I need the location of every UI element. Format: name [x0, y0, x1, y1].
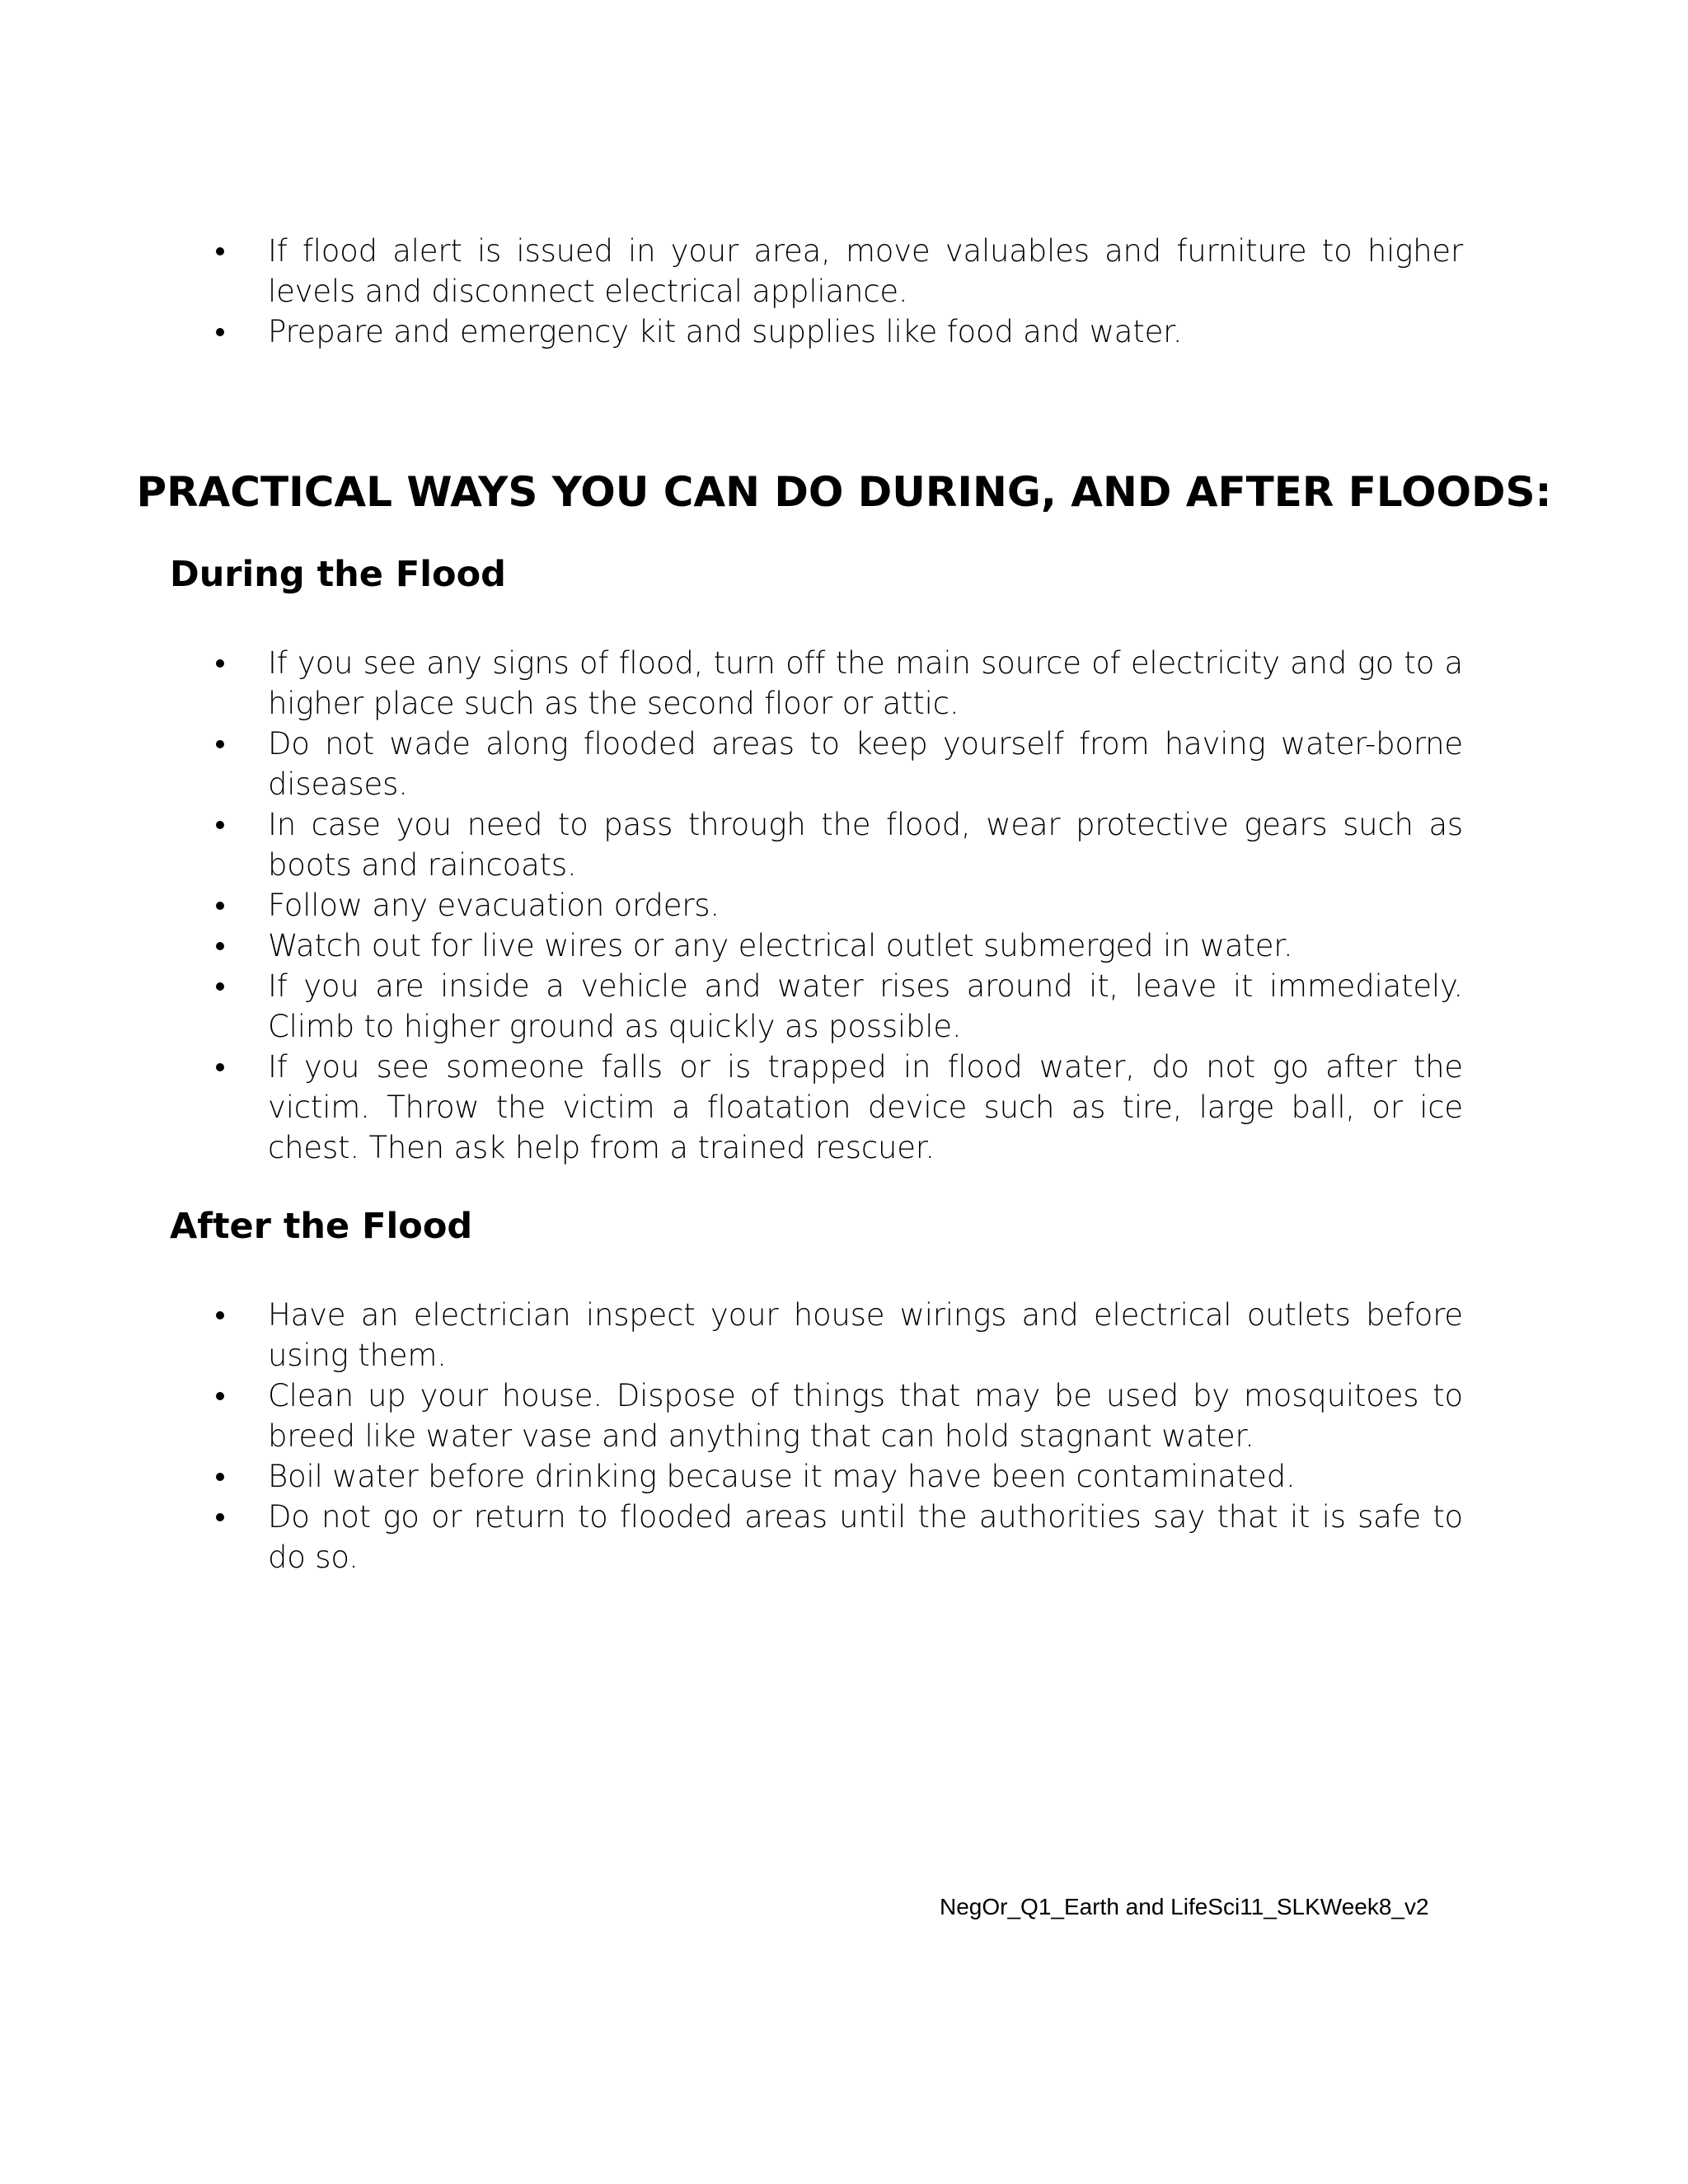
bullet-icon	[216, 1311, 224, 1319]
list-item	[0, 804, 1463, 885]
list-item	[0, 231, 1463, 312]
list-item	[0, 312, 1463, 352]
list-item-text: In case you need to pass through the flood, wear protective gears such as boots and raincoats.	[268, 807, 1463, 883]
intro-bullet-list	[0, 231, 1688, 352]
bullet-icon	[216, 982, 224, 991]
list-item	[0, 1295, 1463, 1376]
list-item-text: If flood alert is issued in your area, move valuables and furniture to higher levels and disconnect electrical appliance.	[268, 233, 1463, 309]
list-item-text: If you are inside a vehicle and water rises around it, leave it immediately. Climb to higher ground as quickly as possible.	[268, 968, 1463, 1044]
list-item	[0, 1497, 1463, 1577]
list-item	[0, 966, 1463, 1047]
during-flood-heading: During the Flood	[170, 554, 506, 595]
list-item-text: Do not go or return to flooded areas until the authorities say that it is safe to do so.	[268, 1499, 1463, 1575]
page-footer: NegOr_Q1_Earth and LifeSci11_SLKWeek8_v2	[940, 1894, 1429, 1919]
list-item-text: If you see someone falls or is trapped in flood water, do not go after the victim. Throw the victim a floatation device such as tire, large ball, or ice chest. Then ask help from a trained rescuer.	[268, 1049, 1463, 1165]
list-item	[0, 885, 1463, 926]
list-item-text: Follow any evacuation orders.	[268, 888, 720, 923]
bullet-icon	[216, 942, 224, 950]
bullet-icon	[216, 821, 224, 829]
after-flood-heading: After the Flood	[170, 1206, 473, 1247]
list-item-text: Prepare and emergency kit and supplies like food and water.	[268, 314, 1183, 349]
bullet-icon	[216, 1392, 224, 1400]
bullet-icon	[216, 1473, 224, 1481]
list-item-text: Watch out for live wires or any electrical outlet submerged in water.	[268, 928, 1293, 963]
bullet-icon	[216, 740, 224, 748]
bullet-icon	[216, 328, 224, 336]
bullet-icon	[216, 902, 224, 910]
list-item	[0, 1047, 1463, 1168]
list-item-text: Clean up your house. Dispose of things that may be used by mosquitoes to breed like water vase and anything that can hold stagnant water.	[268, 1378, 1463, 1454]
list-item	[0, 643, 1463, 724]
bullet-icon	[216, 247, 224, 255]
list-item-text: Do not wade along flooded areas to keep yourself from having water-borne diseases.	[268, 726, 1463, 802]
list-item	[0, 1456, 1463, 1497]
bullet-icon	[216, 1063, 224, 1071]
after-flood-bullet-list	[0, 1295, 1688, 1577]
during-flood-bullet-list	[0, 643, 1688, 1168]
list-item	[0, 926, 1463, 966]
list-item	[0, 724, 1463, 804]
main-heading: PRACTICAL WAYS YOU CAN DO DURING, AND AFTER FLOODS:	[136, 468, 1552, 516]
bullet-icon	[216, 659, 224, 668]
list-item-text: Have an electrician inspect your house wirings and electrical outlets before using them.	[268, 1297, 1463, 1373]
bullet-icon	[216, 1513, 224, 1521]
list-item-text: If you see any signs of flood, turn off the main source of electricity and go to a higher place such as the second floor or attic.	[268, 645, 1463, 721]
list-item	[0, 1376, 1463, 1456]
list-item-text: Boil water before drinking because it may have been contaminated.	[268, 1459, 1296, 1494]
